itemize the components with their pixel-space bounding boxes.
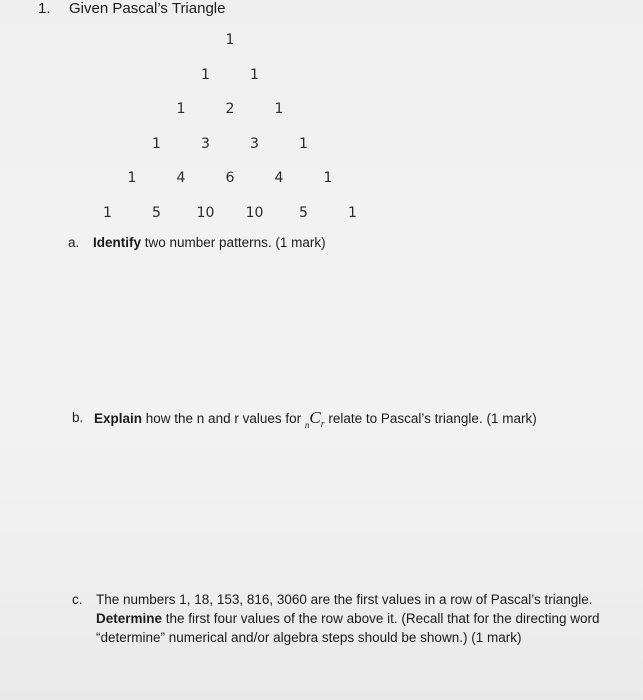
triangle-number: 1 <box>152 135 161 152</box>
part-a-directive: Identify <box>93 235 142 250</box>
triangle-number: 10 <box>245 204 264 221</box>
part-b-text-after: relate to Pascal’s triangle. (1 mark) <box>324 411 537 426</box>
ncr-r: r <box>320 419 325 430</box>
part-c-line-2-text: the first four values of the row above it. (Recall that for the directing word <box>162 611 600 626</box>
triangle-number: 5 <box>299 204 308 221</box>
triangle-number: 1 <box>103 204 112 221</box>
part-c-line-2 <box>96 609 600 628</box>
part-a-text: two number patterns. (1 mark) <box>141 235 326 250</box>
question-title: Given Pascal’s Triangle <box>69 0 226 17</box>
part-b <box>72 408 632 432</box>
part-b-text-before: how the n and r values for <box>142 411 305 426</box>
part-c-line-1: The numbers 1, 18, 153, 816, 3060 are the first values in a row of Pascal’s triangle. <box>96 592 593 607</box>
part-b-letter: b. <box>72 410 84 425</box>
part-c <box>72 590 637 660</box>
triangle-number: 4 <box>176 170 186 186</box>
question-number: 1. <box>38 0 51 17</box>
triangle-number: 5 <box>152 204 161 221</box>
part-a <box>68 233 628 253</box>
ncr-n: n <box>304 420 310 430</box>
part-c-directive: Determine <box>96 611 163 626</box>
triangle-number: 1 <box>348 204 357 221</box>
part-b-directive: Explain <box>94 411 143 426</box>
part-c-line-3: “determine” numerical and/or algebra steps should be shown.) (1 mark) <box>96 630 522 645</box>
triangle-number: 1 <box>274 101 284 117</box>
triangle-number: 1 <box>127 170 137 186</box>
part-c-letter: c. <box>72 592 83 607</box>
triangle-number: 1 <box>299 135 308 152</box>
part-a-letter: a. <box>68 235 80 250</box>
ncr-c: C <box>309 408 321 427</box>
triangle-number: 3 <box>201 135 210 152</box>
ncr-notation <box>304 408 325 430</box>
triangle-number: 1 <box>225 32 235 48</box>
triangle-number: 6 <box>225 170 235 186</box>
triangle-number: 1 <box>176 101 186 117</box>
triangle-number: 2 <box>225 101 235 117</box>
triangle-number: 1 <box>201 66 210 83</box>
triangle-number: 3 <box>250 135 259 152</box>
triangle-number: 1 <box>323 170 333 186</box>
triangle-number: 1 <box>250 66 259 83</box>
triangle-number: 4 <box>274 170 284 186</box>
triangle-number: 10 <box>196 204 215 221</box>
